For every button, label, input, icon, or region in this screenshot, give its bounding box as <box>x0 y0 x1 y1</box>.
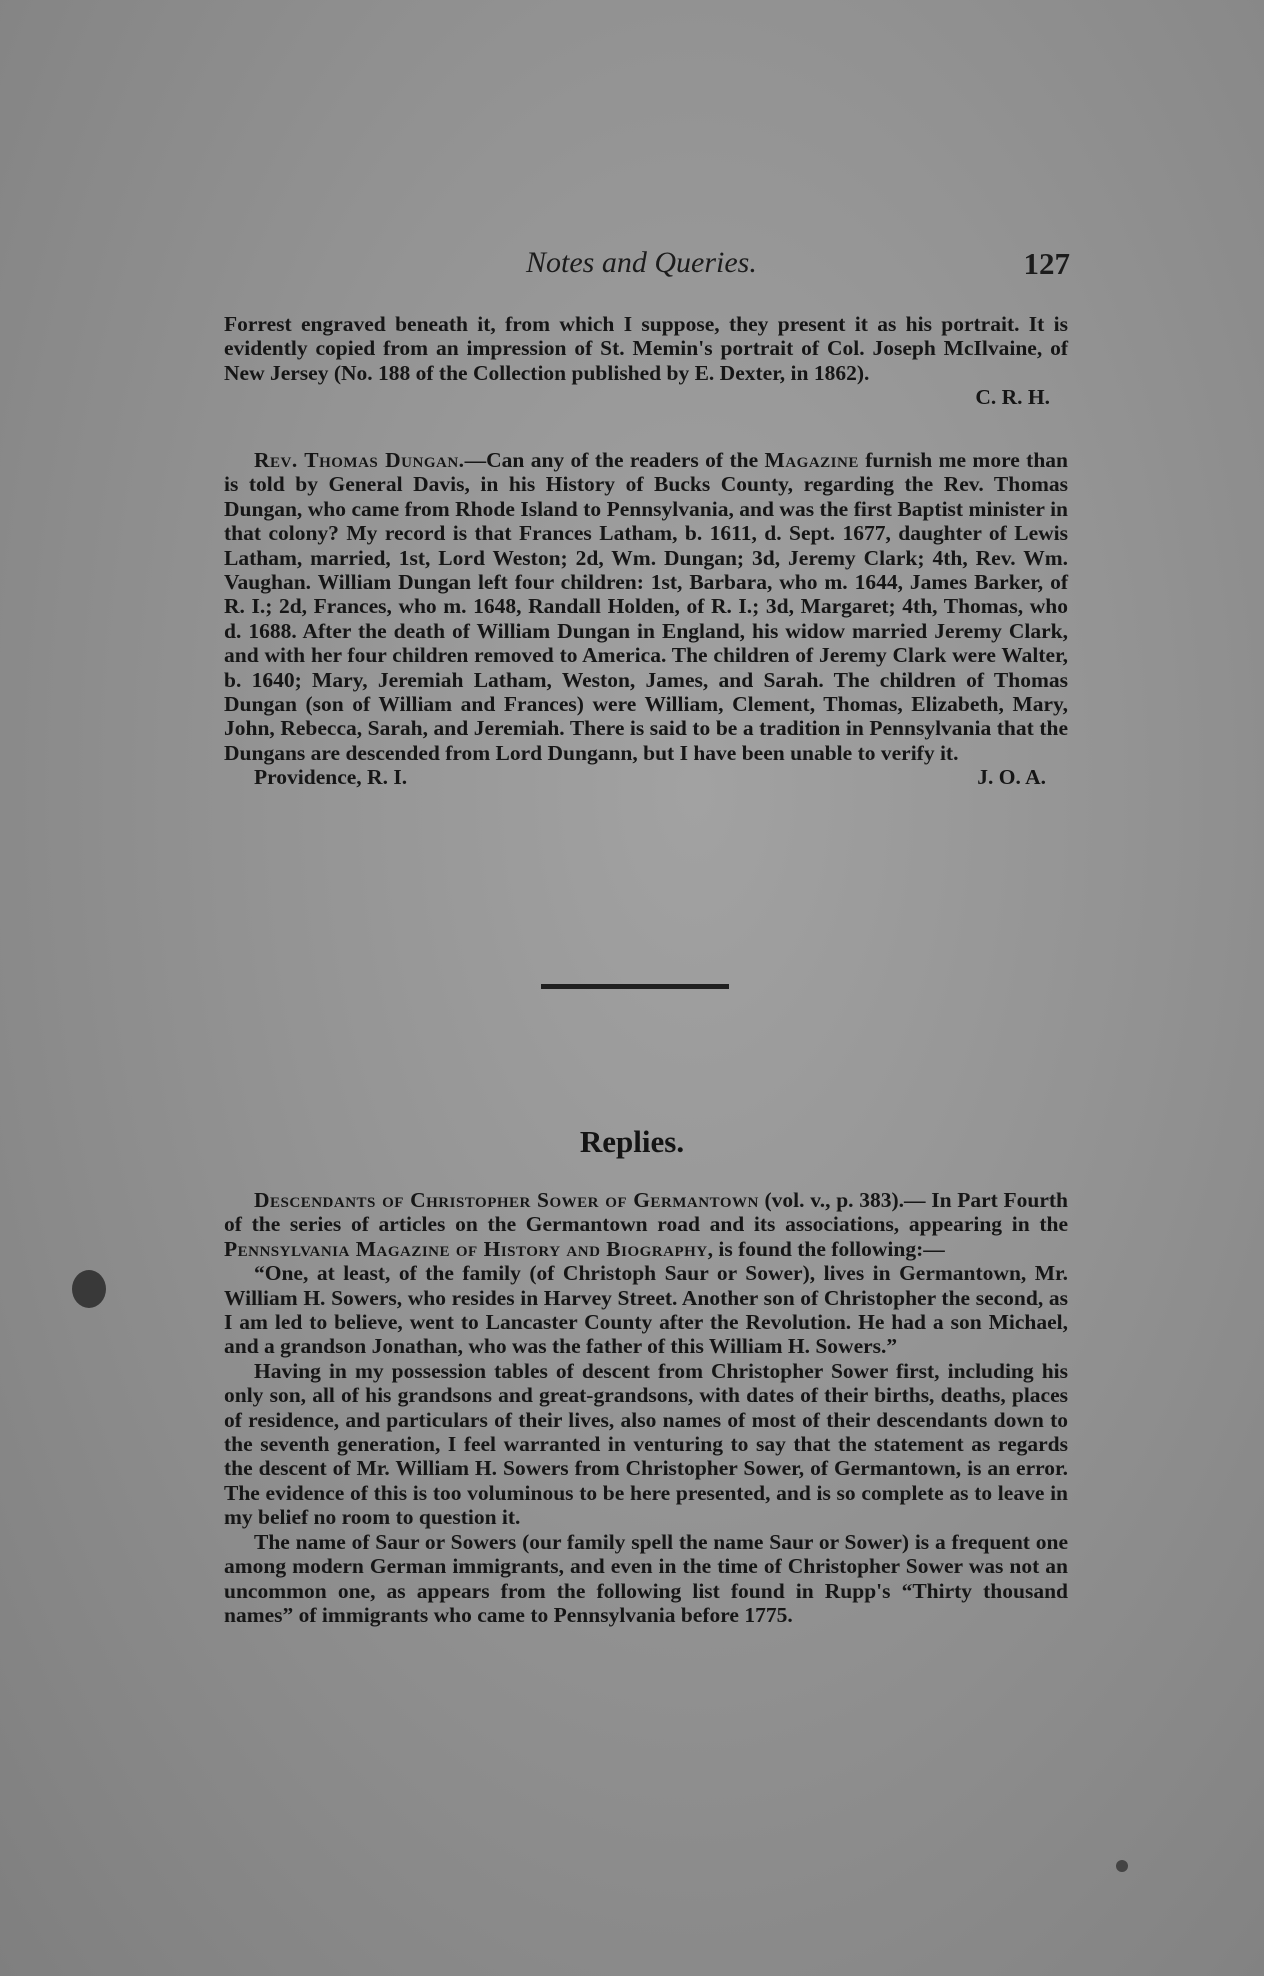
ink-blot <box>72 1270 106 1308</box>
ink-speck <box>1116 1860 1128 1872</box>
dungan-heading: Rev. Thomas Dungan. <box>254 448 465 472</box>
sower-heading: Descendants of Christopher Sower of Germantown <box>254 1188 759 1212</box>
dungan-paragraph <box>224 448 1068 765</box>
sower-magazine-title: Pennsylvania Magazine of History and Biography <box>224 1236 708 1261</box>
dungan-place: Providence, R. I. <box>254 765 408 790</box>
sower-reply <box>224 1188 1068 1627</box>
running-head <box>226 246 1070 290</box>
sower-paragraph-2: Having in my possession tables of descent from Christopher Sower first, including his only son, all of his grandsons and great-grandsons, with dates of their births, deaths, places of residence, and particulars of their lives, also names of most of their descendants down to the seventh generation, I feel warranted in venturing to say that the statement as regards the descent of Mr. William H. Sowers from Christopher Sower, of Germantown, is an error. The evidence of this is too voluminous to be here presented, and is so complete as to leave in my belief no room to question it. <box>224 1358 1068 1530</box>
continued-note <box>224 312 1068 410</box>
continued-signature: C. R. H. <box>975 385 1050 410</box>
dungan-text-body: furnish me more than is told by General Davis, in his History of Bucks County, regarding the Rev. Thomas Dungan, who came from Rhode Island to Pennsylvania, and was the first Baptist minister in that colony? My record is that Frances Latham, b. 1611, d. Sept. 1677, daughter of Lewis Latham, married, 1st, Lord Weston; 2d, Wm. Dungan; 3d, Jeremy Clark; 4th, Rev. Wm. Vaughan. William Dungan left four children: 1st, Barbara, who m. 1644, James Barker, of R. I.; 2d, Frances, who m. 1648, Randall Holden, of R. I.; 3d, Margaret; 4th, Thomas, who d. 1688. After the death of William Dungan in England, his widow married Jeremy Clark, and with her four children removed to America. The children of Jeremy Clark were Walter, b. 1640; Mary, Jeremiah Latham, Weston, James, and Sarah. The children of Thomas Dungan (son of William and Frances) were William, Clement, Thomas, Elizabeth, Mary, John, Rebecca, Sarah, and Jeremiah. There is said to be a tradition in Pennsylvania that the Dungans are descended from Lord Dungann, but I have been unable to verify it. <box>224 448 1068 765</box>
dungan-signature: J. O. A. <box>977 765 1046 790</box>
replies-heading: Replies. <box>579 1124 685 1159</box>
dungan-magazine-name: Magazine <box>764 448 859 472</box>
sower-quote: “One, at least, of the family (of Christoph Saur or Sower), lives in Germantown, Mr. William H. Sowers, who resides in Harvey Street. Another son of Christopher the second, as I am led to believe, went to Lancaster County after the Revolution. He had a son Michael, and a grandson Jonathan, who was the father of this William H. Sowers.” <box>224 1261 1068 1359</box>
dungan-text-start: —Can any of the readers of the <box>464 448 765 472</box>
page-number: 127 <box>1023 246 1070 281</box>
section-divider <box>541 984 729 989</box>
sower-intro <box>224 1188 1068 1261</box>
sower-intro-end: , is found the following:— <box>707 1236 945 1261</box>
sower-intro-start: In Part Fourth of the series of articles on the Germantown road and its associations, appearing in the <box>224 1188 1068 1237</box>
sower-reference: (vol. v., p. 383).— <box>758 1188 926 1212</box>
dungan-query <box>224 448 1068 790</box>
sower-paragraph-3: The name of Saur or Sowers (our family spell the name Saur or Sower) is a frequent one among modern German immigrants, and even in the time of Christopher Sower was not an uncommon one, as appears from the following list found in Rupp's “Thirty thousand names” of immigrants who came to Pennsylvania before 1775. <box>224 1529 1068 1627</box>
dungan-signature-line <box>224 765 1068 789</box>
continued-paragraph: Forrest engraved beneath it, from which I suppose, they present it as his portrait. It is evidently copied from an impression of St. Memin's portrait of Col. Joseph McIlvaine, of New Jersey (No. 188 of the Collection published by E. Dexter, in 1862). <box>224 312 1068 385</box>
running-title: Notes and Queries. <box>526 246 757 279</box>
